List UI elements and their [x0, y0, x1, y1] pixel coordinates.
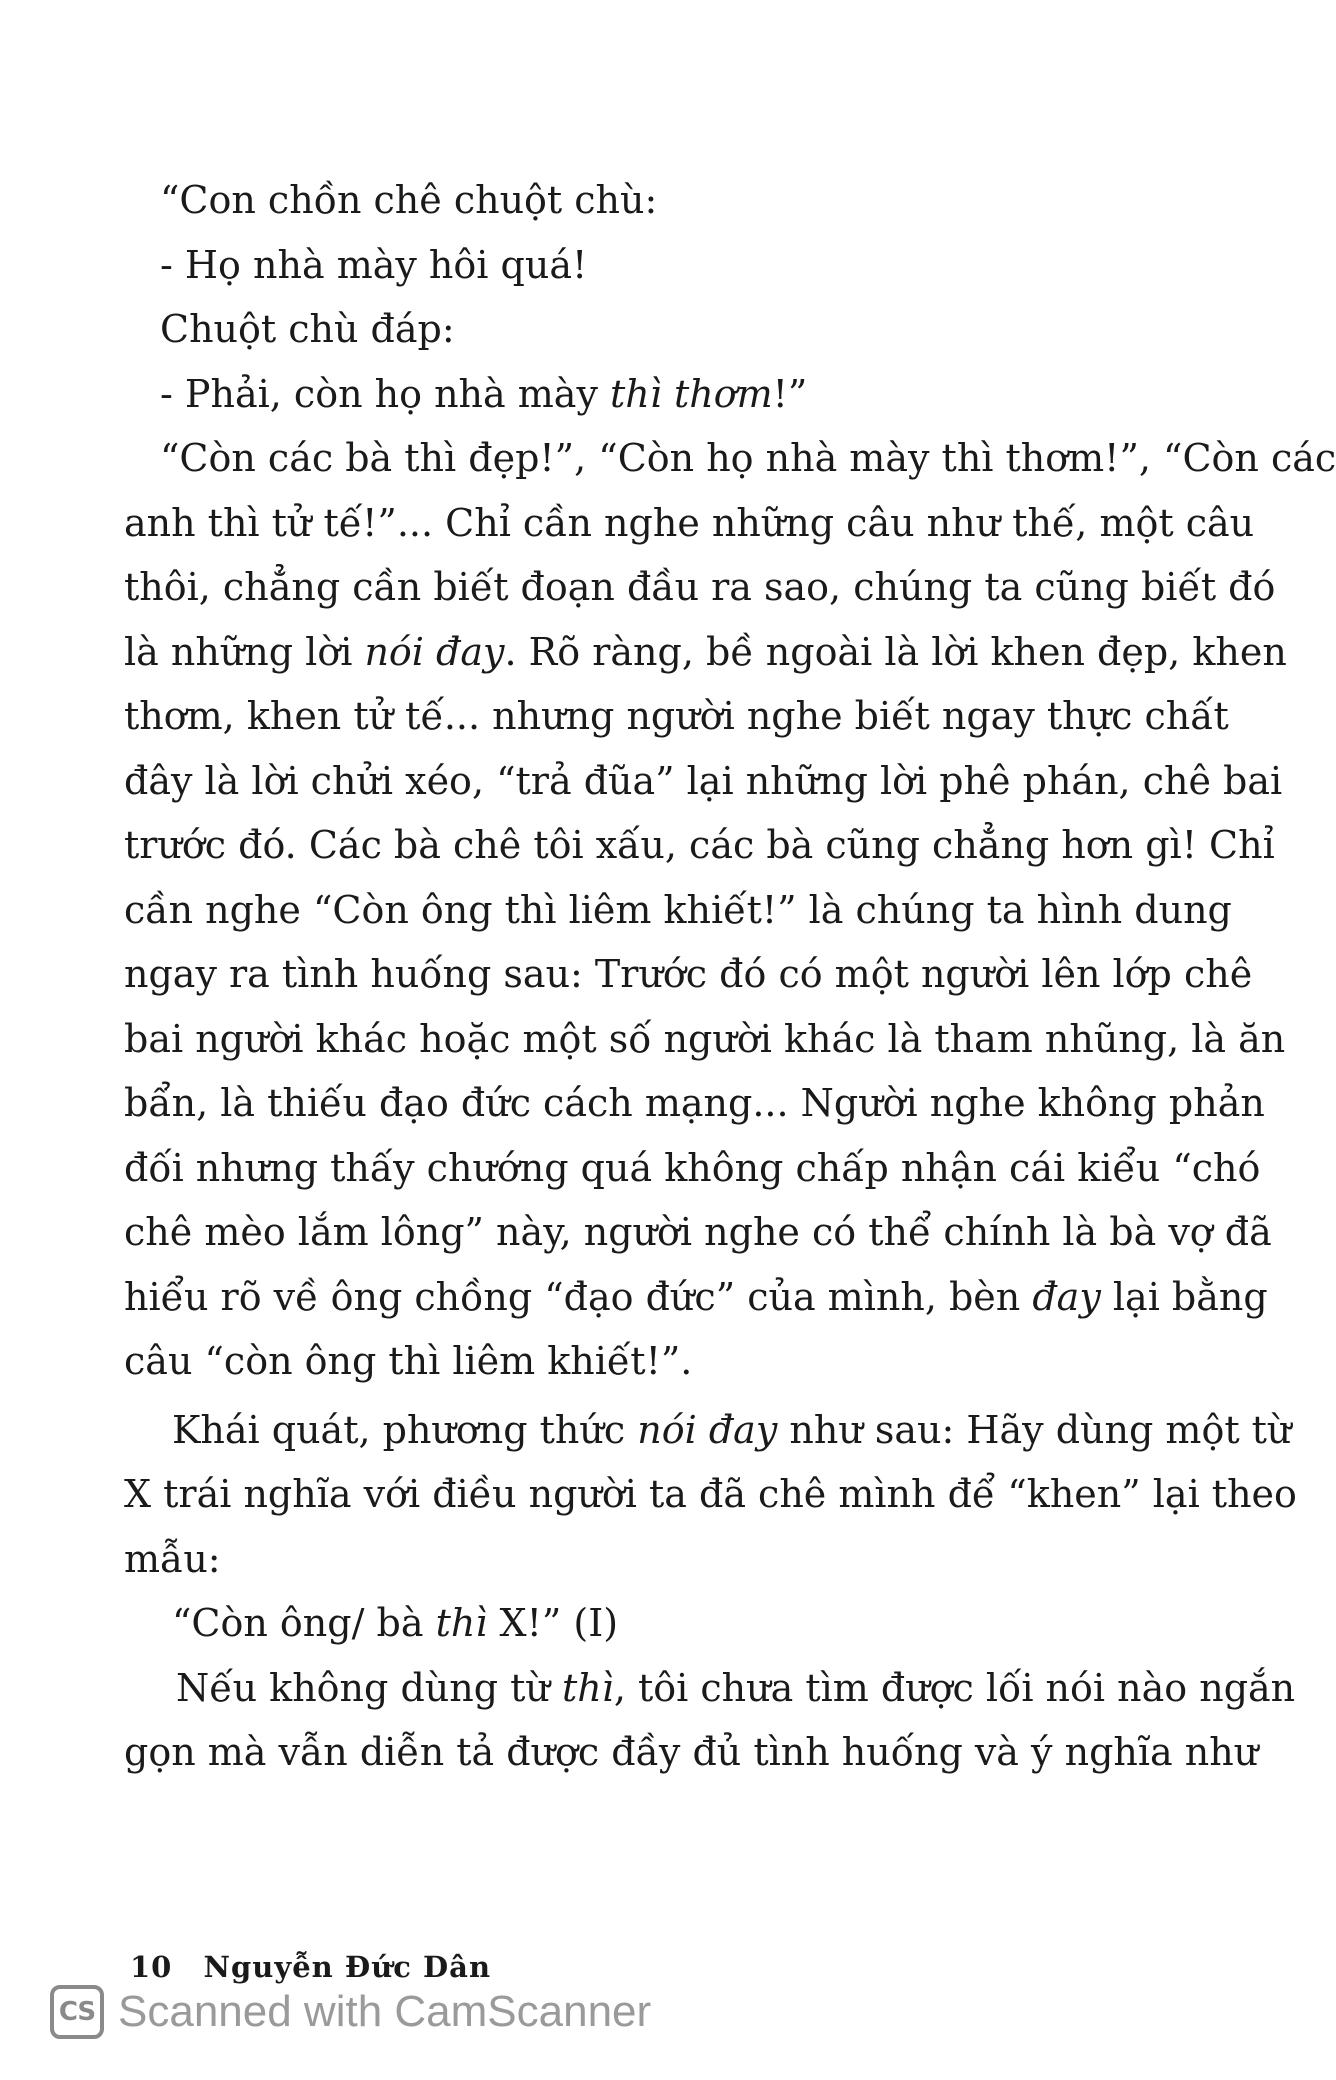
- text-segment: Chuột chù đáp:: [160, 307, 455, 351]
- text-line: [124, 1329, 1209, 1394]
- text-line: [124, 1720, 1259, 1785]
- text-line: [124, 168, 1209, 233]
- text-segment: đây là lời chửi xéo, “trả đũa” lại những lời phê phán, chê bai: [124, 758, 1283, 803]
- text-line: [124, 1136, 1261, 1201]
- italic-segment: nói đay: [364, 629, 505, 674]
- italic-segment: đay: [1032, 1274, 1101, 1319]
- text-segment: thôi, chẳng cần biết đoạn đầu ra sao, chúng ta cũng biết đó: [124, 565, 1276, 609]
- text-line: [124, 1007, 1286, 1072]
- text-segment: X trái nghĩa với điều người ta đã chê mình để “khen” lại theo: [124, 1472, 1297, 1516]
- text-line: [124, 620, 1287, 685]
- text-line: [124, 878, 1232, 943]
- body-text: [124, 168, 1336, 1785]
- italic-segment: thì thơm: [610, 371, 773, 416]
- text-segment: trước đó. Các bà chê tôi xấu, các bà cũng chẳng hơn gì! Chỉ: [124, 823, 1275, 867]
- text-segment: Nếu không dùng từ: [176, 1665, 562, 1710]
- text-segment: X!” (I): [487, 1601, 619, 1645]
- page-number: 10: [130, 1950, 173, 1984]
- text-segment: đối nhưng thấy chướng quá không chấp nhận cái kiểu “chó: [124, 1145, 1261, 1190]
- italic-segment: thì: [561, 1665, 614, 1710]
- text-segment: thơm, khen tử tế... nhưng người nghe biết ngay thực chất: [124, 694, 1229, 738]
- text-line: [124, 1200, 1272, 1265]
- text-segment: là những lời: [124, 629, 365, 674]
- text-line: [124, 555, 1276, 620]
- text-segment: lại bằng: [1100, 1274, 1268, 1319]
- page-footer: [130, 1950, 491, 1984]
- author-name: Nguyễn Đức Dân: [203, 1950, 492, 1984]
- text-line: [124, 1265, 1268, 1330]
- text-segment: bai người khác hoặc một số người khác là tham nhũng, là ăn: [124, 1016, 1286, 1061]
- text-line: [124, 362, 1209, 427]
- text-segment: - Phải, còn họ nhà mày: [160, 371, 610, 416]
- text-line: [124, 233, 1209, 298]
- text-segment: “Còn ông/ bà: [172, 1601, 436, 1645]
- text-line: [124, 942, 1253, 1007]
- text-line: [124, 1071, 1265, 1136]
- text-line: [124, 1398, 1292, 1463]
- text-segment: Khái quát, phương thức: [172, 1407, 638, 1452]
- text-segment: anh thì tử tế!”... Chỉ cần nghe những câu như thế, một câu: [124, 500, 1255, 545]
- text-segment: - Họ nhà mày hôi quá!: [160, 242, 588, 287]
- watermark-text: Scanned with CamScanner: [118, 1987, 652, 2036]
- text-line: [124, 297, 1209, 362]
- text-segment: mẫu:: [124, 1536, 221, 1581]
- text-line: [124, 1656, 1296, 1721]
- italic-segment: thì: [435, 1601, 488, 1645]
- text-segment: hiểu rõ về ông chồng “đạo đức” của mình, bèn: [124, 1274, 1033, 1319]
- text-line: [124, 491, 1255, 556]
- text-segment: , tôi chưa tìm được lối nói nào ngắn: [613, 1665, 1296, 1710]
- text-line: [124, 426, 1336, 491]
- text-segment: bẩn, là thiếu đạo đức cách mạng... Người nghe không phản: [124, 1081, 1265, 1125]
- italic-segment: nói đay: [637, 1407, 778, 1452]
- text-segment: “Con chồn chê chuột chù:: [160, 178, 658, 222]
- text-line: [124, 1462, 1297, 1527]
- text-segment: như sau: Hãy dùng một từ: [777, 1407, 1292, 1452]
- text-line: [124, 1527, 1209, 1592]
- camscanner-watermark: [50, 1985, 651, 2039]
- camscanner-logo-icon: CS: [50, 1985, 104, 2039]
- text-segment: gọn mà vẫn diễn tả được đầy đủ tình huống và ý nghĩa như: [124, 1730, 1259, 1774]
- text-segment: !”: [772, 371, 808, 416]
- text-segment: cần nghe “Còn ông thì liêm khiết!” là chúng ta hình dung: [124, 887, 1232, 932]
- text-line: [124, 684, 1229, 749]
- text-segment: chê mèo lắm lông” này, người nghe có thể chính là bà vợ đã: [124, 1210, 1272, 1254]
- text-segment: . Rõ ràng, bề ngoài là lời khen đẹp, khen: [504, 629, 1287, 674]
- text-segment: “Còn các bà thì đẹp!”, “Còn họ nhà mày thì thơm!”, “Còn các: [160, 436, 1336, 480]
- text-line: [124, 1591, 1209, 1656]
- text-segment: câu “còn ông thì liêm khiết!”.: [124, 1339, 693, 1383]
- text-line: [124, 813, 1275, 878]
- text-line: [124, 749, 1283, 814]
- text-segment: ngay ra tình huống sau: Trước đó có một người lên lớp chê: [124, 952, 1253, 996]
